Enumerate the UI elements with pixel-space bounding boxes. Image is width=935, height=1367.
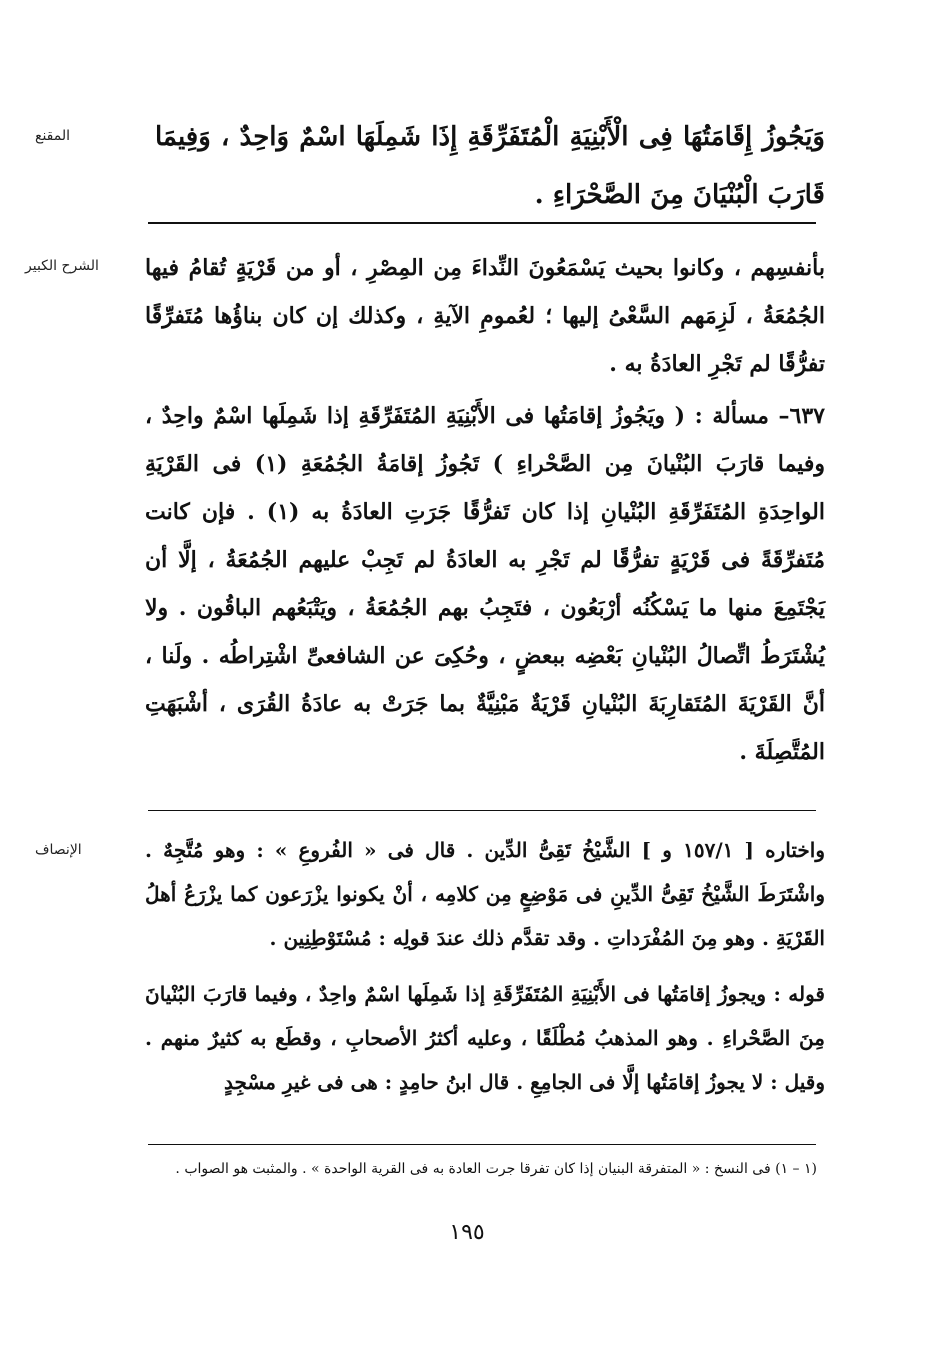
sharh-label: الشرح الكبير <box>25 258 99 274</box>
muqni-divider <box>148 222 816 224</box>
insaf-paragraph-2: قوله : ويجوزُ إقامَتُها فى الأَبْنِيَةِ المُتَفَرِّقَةِ إذا شَمِلَها اسْمٌ واحِدٌ ، وفيما قارَبَ البُنْيانَ مِنَ الصَّحْراءِ . وهو المذهبُ مُطْلَقًا ، وعليه أكثرُ الأصحابِ ، وقطَع به كثيرٌ منهم . وقيل : لا يجوزُ إقامَتُها إلَّا فى الجامِعِ . قال ابنُ حامِدٍ : هى فى غيرِ مسْجِدٍ <box>145 982 825 1094</box>
muqni-text: وَيَجُوزُ إِقَامَتُهَا فِى الْأَبْنِيَةِ الْمُتَفَرِّقَةِ إِذَا شَمِلَهَا اسْمٌ وَاحِدٌ ، وَفِيمَا قَارَبَ الْبُنْيَانَ مِنَ الصَّحْرَاءِ . <box>155 122 825 210</box>
insaf-label: الإنصاف <box>35 842 82 858</box>
sharh-intro: بأنفسِهم ، وكانوا بحيث يَسْمَعُونَ النِّداءَ مِن المِصْرِ ، أو من قَرْيَةٍ تُقامُ فيها الجُمُعَةُ ، لَزِمَهم السَّعْىُ إليها ؛ لعُمومِ الآيةِ ، وكذلك إن كان بناؤُها مُتَفرِّقًا تفرُّقًا لم تَجْرِ العادَةُ به . <box>145 255 825 377</box>
masala-number: ٦٣٧ <box>789 403 825 429</box>
sharh-section <box>145 244 825 776</box>
muqni-section <box>155 108 825 224</box>
insaf-section <box>145 828 825 1104</box>
muqni-label: المقنع <box>35 128 71 144</box>
footnote-divider <box>148 1144 816 1145</box>
insaf-paragraph-1: واختاره [ ١٥٧/١ و ] الشَّيْخُ تَقِىُّ الدِّين . قال فى « الفُروعِ » : وهو مُتَّجِهٌ . واشْتَرَطَ الشَّيْخُ تَقِىُّ الدِّينِ فى مَوْضِعٍ مِن كلامِه ، أنْ يكونوا يزْرَعون كما يزْرَعُ أهلُ القَرْيَةِ . وهو مِنَ المُفْرَداتِ . وقد تقدَّم ذلك عندَ قولِه : مُسْتَوْطِنِين . <box>145 838 825 950</box>
page-number: ١٩٥ <box>449 1220 485 1245</box>
masala-text: – مسألة : ( ويَجُوزُ إقامَتُها فى الأَبْنِيَةِ المُتَفَرِّقَةِ إذا شَمِلَها اسْمٌ واحِدٌ ، وفيما قارَبَ البُنْيانَ مِن الصَّحْراءِ ) تَجُوزُ إقامَةُ الجُمُعَةِ (١) فى القَرْيَةِ الواحِدَةِ المُتَفَرِّقَةِ البُنْيانِ إذا كان تَفرُّقًا جَرَتِ العادَةُ به (١) . فإن كانت مُتَفرِّقَةً فى قَرْيَةٍ تفرُّقًا لم تَجْرِ به العادَةُ لم تَجِبْ عليهم الجُمُعَةُ ، إلَّا أن يَجْتَمِعَ منها ما يَسْكُنُه أرْبَعُون ، فتَجِبُ بهم الجُمُعَةُ ، ويَتْبَعُهم الباقُون . ولا يُشْتَرَطُ اتِّصالُ البُنْيانِ بَعْضِه ببعضٍ ، وحُكِىَ عن الشافعىِّ اشْتِراطُه . ولَنا ، أنَّ القَرْيَةَ المُتَقارِبَةَ البُنْيانِ قَرْيَةٌ مَبْنِيَّةٌ بما جَرَتْ به عادَةُ القُرَى ، أشْبَهَتِ المُتَّصِلَةَ . <box>145 403 825 765</box>
footnote: (١ – ١) فى النسخ : « المتفرقة البنيان إذا كان تفرقا جرت العادة به فى القرية الواحدة » . والمثبت هو الصواب . <box>175 1161 817 1177</box>
masala-paragraph <box>145 392 825 776</box>
sharh-divider <box>148 810 816 811</box>
